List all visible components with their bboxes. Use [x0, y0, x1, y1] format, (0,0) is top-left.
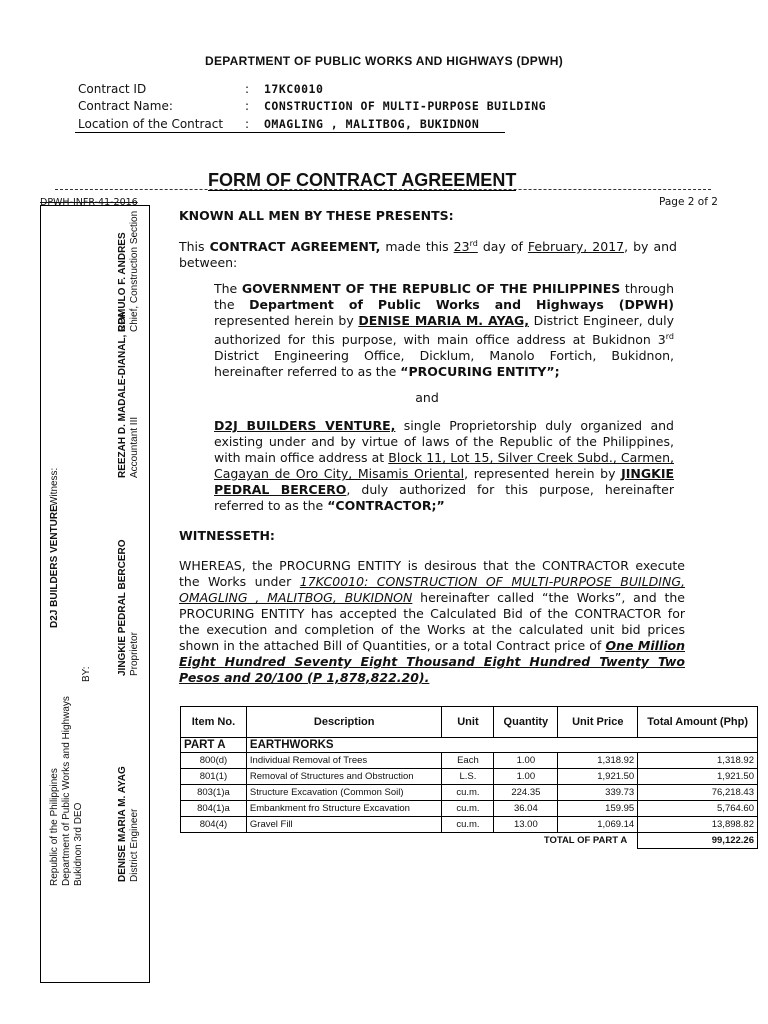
header-rule	[75, 132, 505, 133]
header-unit: Unit	[442, 707, 494, 738]
contractor-address: Block 11, Lot 15, Silver Creek Subd., Carmen, Cagayan de Oro City, Misamis Oriental	[214, 450, 674, 481]
gov-text: through the	[214, 281, 674, 312]
cell-unit-price: 1,318.92	[558, 753, 638, 769]
by-label: BY:	[81, 666, 92, 682]
gov-text: represented herein by	[214, 313, 359, 328]
total-row	[181, 833, 758, 849]
contractor-paragraph	[214, 418, 674, 514]
contractor-label: “CONTRACTOR;”	[327, 498, 445, 513]
signer2-title: Proprietor	[129, 632, 140, 676]
cell-item: 804(1)a	[181, 801, 247, 817]
witness2-name: ROMULO F. ANDRES	[117, 232, 128, 332]
day-number: 23	[453, 239, 470, 255]
gov-text: District Engineer, duly authorized for this purpose, with main office address at Bukidnon 3	[214, 313, 674, 348]
cell-unit-price: 339.73	[558, 785, 638, 801]
gov-text: The	[214, 281, 242, 296]
signature-panel	[40, 205, 150, 983]
contractor-text: single Proprietorship duly organized and existing under and by virtue of laws of the Republic of the Philippines, with main office address at	[214, 418, 674, 465]
table-row	[181, 785, 758, 801]
signer1-block	[117, 766, 141, 882]
intro-text: day of	[477, 239, 528, 255]
cell-description: Structure Excavation (Common Soil)	[246, 785, 442, 801]
intro-text: This	[179, 239, 210, 255]
cell-total: 5,764.60	[638, 801, 758, 817]
contractor-text: , duly authorized for this purpose, hereinafter referred to as the	[214, 482, 674, 513]
department-title: DEPARTMENT OF PUBLIC WORKS AND HIGHWAYS (DPWH)	[204, 54, 563, 68]
gov-text: District Engineering Office, Dicklum, Manolo Fortich, Bukidnon, hereinafter referred to as the	[214, 348, 674, 380]
part-label: PART A	[181, 738, 247, 753]
meta-colon: :	[245, 117, 250, 131]
header-quantity: Quantity	[494, 707, 558, 738]
whereas-text: hereinafter called “the Works”, and the PROCURING ENTITY has accepted the Calculated Bid of the CONTRACTOR for the execution and completion of the Works at the calculated unit bid prices shown in the attached Bill of Quantities, or a total Contract price of	[179, 590, 685, 653]
cell-quantity: 1.00	[494, 753, 558, 769]
cell-unit-price: 1,069.14	[558, 817, 638, 833]
government-representative: DENISE MARIA M. AYAG,	[358, 313, 529, 328]
cell-unit: cu.m.	[442, 801, 494, 817]
cell-item: 803(1)a	[181, 785, 247, 801]
signer1-title: District Engineer	[129, 808, 140, 882]
cell-item: 801(1)	[181, 769, 247, 785]
header-total-amount: Total Amount (Php)	[638, 707, 758, 738]
intro-paragraph	[179, 236, 677, 271]
contract-name-value: CONSTRUCTION OF MULTI-PURPOSE BUILDING	[264, 99, 547, 113]
agency-block	[49, 696, 85, 886]
table-row	[181, 801, 758, 817]
whereas-text: WHEREAS, the PROCURNG ENTITY is desirous that the CONTRACTOR execute the Works under	[179, 558, 685, 589]
agreement-month-year: February, 2017	[527, 239, 625, 255]
agency-line-1: Republic of the Philippines	[49, 768, 60, 886]
government-name: GOVERNMENT OF THE REPUBLIC OF THE PHILIPPINES	[241, 281, 621, 296]
agreement-day	[454, 239, 478, 254]
cell-unit-price: 1,921.50	[558, 769, 638, 785]
part-title: EARTHWORKS	[246, 738, 757, 753]
contractor-name: D2J BUILDERS VENTURE,	[214, 418, 396, 433]
header-item-no: Item No.	[181, 707, 247, 738]
contractor-representative: JINGKIE PEDRAL BERCERO	[214, 466, 675, 497]
cell-total: 1,318.92	[638, 753, 758, 769]
witness2-title: Chief, Construction Section	[129, 210, 140, 332]
intro-text: made this	[380, 239, 454, 255]
cell-unit: cu.m.	[442, 817, 494, 833]
cell-description: Gravel Fill	[246, 817, 442, 833]
witness1-name: REEZAH D. MADALE-DIANAL, CPA	[117, 311, 128, 478]
cell-item: 804(4)	[181, 817, 247, 833]
known-all-heading: KNOWN ALL MEN BY THESE PRESENTS:	[179, 208, 454, 223]
works-title: 17KC0010: CONSTRUCTION OF MULTI-PURPOSE BUILDING, OMAGLING , MALITBOG, BUKIDNON	[179, 574, 685, 605]
cell-unit: L.S.	[442, 769, 494, 785]
contractor-side-name: D2J BUILDERS VENTURE	[49, 505, 60, 628]
procuring-entity-label: “PROCURING ENTITY”;	[400, 364, 560, 380]
cell-quantity: 224.35	[494, 785, 558, 801]
intro-text: , by and between:	[179, 239, 677, 271]
cell-unit: cu.m.	[442, 785, 494, 801]
form-code: DPWH-INFR-41-2016	[40, 197, 138, 208]
and-separator: and	[415, 390, 439, 405]
witness-label: Witness:	[49, 467, 60, 506]
header-description: Description	[246, 707, 442, 738]
contract-location-value: OMAGLING , MALITBOG, BUKIDNON	[264, 117, 480, 131]
contract-location-label: Location of the Contract	[78, 117, 224, 131]
total-value: 99,122.26	[638, 833, 758, 849]
contract-id-label: Contract ID	[78, 82, 147, 96]
page-number: Page 2 of 2	[659, 196, 718, 208]
witnesseth-heading: WITNESSETH:	[179, 528, 275, 543]
cell-quantity: 1.00	[494, 769, 558, 785]
cell-description: Individual Removal of Trees	[246, 753, 442, 769]
cell-item: 800(d)	[181, 753, 247, 769]
witness1-title: Accountant III	[129, 416, 140, 478]
table-row	[181, 769, 758, 785]
whereas-paragraph	[179, 558, 685, 686]
witness-block	[49, 468, 61, 506]
by-block	[81, 666, 93, 682]
part-row	[181, 738, 758, 753]
contract-id-value: 17KC0010	[264, 82, 324, 96]
cell-unit: Each	[442, 753, 494, 769]
agency-line-3: Bukidnon 3rd DEO	[73, 802, 84, 886]
total-label: TOTAL OF PART A	[181, 833, 638, 849]
deo-suffix: rd	[665, 332, 674, 341]
cell-unit-price: 159.95	[558, 801, 638, 817]
header-unit-price: Unit Price	[558, 707, 638, 738]
meta-colon: :	[245, 99, 250, 113]
government-paragraph	[214, 281, 674, 380]
agreement-label: CONTRACT AGREEMENT,	[209, 239, 381, 255]
cell-description: Removal of Structures and Obstruction	[246, 769, 442, 785]
bill-of-quantities-table	[180, 706, 758, 849]
cell-quantity: 13.00	[494, 817, 558, 833]
department-name: Department of Public Works and Highways (DPWH)	[249, 297, 674, 312]
contract-price: One Million Eight Hundred Seventy Eight Thousand Eight Hundred Twenty Two Pesos and 20/100 (P 1,878,822.20).	[179, 638, 685, 685]
meta-colon: :	[245, 82, 250, 96]
witness2-block	[117, 211, 141, 332]
cell-total: 76,218.43	[638, 785, 758, 801]
signer2-name: JINGKIE PEDRAL BERCERO	[117, 539, 128, 676]
signer2-block	[117, 539, 141, 676]
dashed-divider	[55, 189, 711, 190]
signer1-name: DENISE MARIA M. AYAG	[117, 766, 128, 882]
table-row	[181, 817, 758, 833]
cell-quantity: 36.04	[494, 801, 558, 817]
contractor-block	[49, 505, 61, 628]
cell-total: 1,921.50	[638, 769, 758, 785]
agency-line-2: Department of Public Works and Highways	[61, 696, 72, 886]
cell-total: 13,898.82	[638, 817, 758, 833]
form-title: FORM OF CONTRACT AGREEMENT	[208, 170, 517, 190]
table-header-row	[181, 707, 758, 738]
contract-name-label: Contract Name:	[78, 99, 173, 113]
day-suffix: rd	[469, 239, 478, 248]
contractor-text: , represented herein by	[464, 466, 622, 481]
cell-description: Embankment fro Structure Excavation	[246, 801, 442, 817]
table-row	[181, 753, 758, 769]
